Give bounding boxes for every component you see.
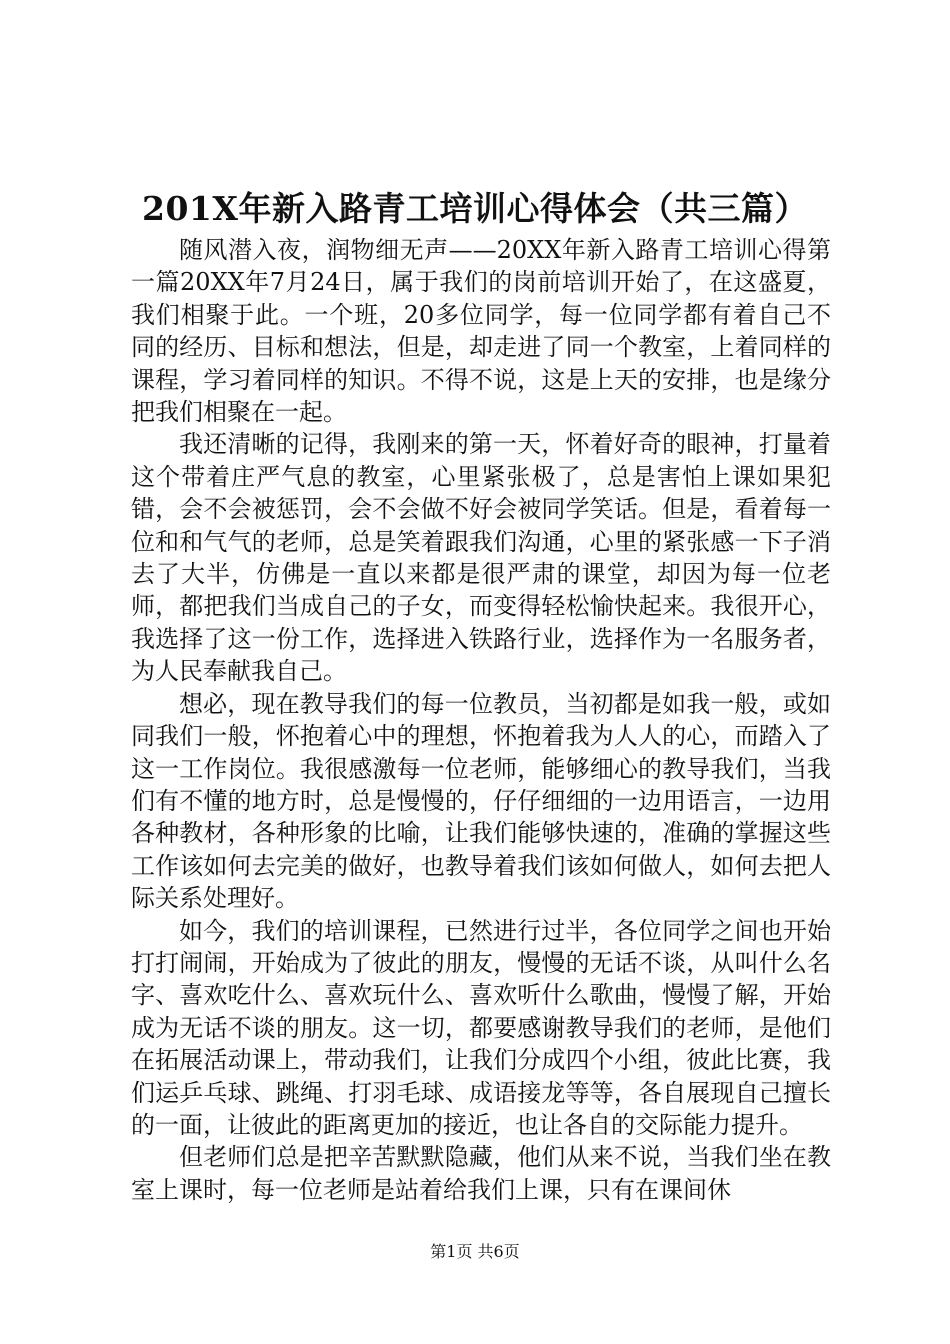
page-number-footer: 第1页 共6页 bbox=[430, 1242, 520, 1261]
paragraph: 我还清晰的记得，我刚来的第一天，怀着好奇的眼神，打量着这个带着庄严气息的教室，心里紧张极了，总是害怕上课如果犯错，会不会被惩罚，会不会做不好会被同学笑话。但是，看着每一位和和气气的老师，总是笑着跟我们沟通，心里的紧张感一下子消去了大半，仿佛是一直以来都是很严肃的课堂，却因为每一位老师，都把我们当成自己的子女，而变得轻松愉快起来。我很开心，我选择了这一份工作，选择进入铁路行业，选择作为一名服务者，为人民奉献我自己。 bbox=[131, 430, 831, 686]
paragraph: 想必，现在教导我们的每一位教员，当初都是如我一般，或如同我们一般，怀抱着心中的理想，怀抱着我为人人的心，而踏入了这一工作岗位。我很感激每一位老师，能够细心的教导我们，当我们有不懂的地方时，总是慢慢的，仔仔细细的一边用语言，一边用各种教材，各种形象的比喻，让我们能够快速的，准确的掌握这些工作该如何去完美的做好，也教导着我们该如何做人，如何去把人际关系处理好。 bbox=[131, 689, 831, 913]
paragraph: 如今，我们的培训课程，已然进行过半，各位同学之间也开始打打闹闹，开始成为了彼此的朋友，慢慢的无话不谈，从叫什么名字、喜欢吃什么、喜欢玩什么、喜欢听什么歌曲，慢慢了解，开始成为无话不谈的朋友。这一切，都要感谢教导我们的老师，是他们在拓展活动课上，带动我们，让我们分成四个小组，彼此比赛，我们运乒乓球、跳绳、打羽毛球、成语接龙等等，各自展现自己擅长的一面，让彼此的距离更加的接近，也让各自的交际能力提升。 bbox=[131, 916, 831, 1139]
paragraph: 但老师们总是把辛苦默默隐藏，他们从来不说，当我们坐在教室上课时，每一位老师是站着给我们上课，只有在课间休 bbox=[131, 1143, 831, 1204]
document-body bbox=[131, 234, 831, 1206]
document-title: 201X年新入路青工培训心得体会（共三篇） bbox=[142, 189, 808, 228]
paragraph: 随风潜入夜，润物细无声——20XX年新入路青工培训心得第一篇20XX年7月24日，属于我们的岗前培训开始了，在这盛夏，我们相聚于此。一个班，20多位同学，每一位同学都有着自己不同的经历、目标和想法，但是，却走进了同一个教室，上着同样的课程，学习着同样的知识。不得不说，这是上天的安排，也是缘分把我们相聚在一起。 bbox=[131, 236, 831, 427]
